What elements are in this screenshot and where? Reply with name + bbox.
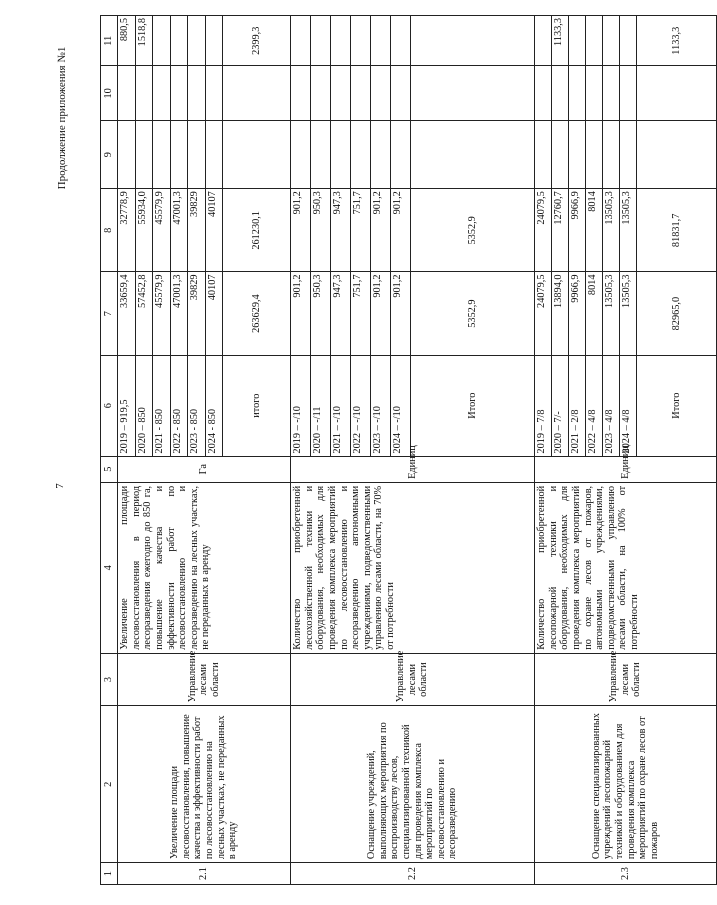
funding-total: 13505,3 — [603, 272, 620, 355]
funding-col8: 32778,9 — [118, 189, 136, 272]
measure-name: Оснащение специализированных учреждений лесопожарной техникой и оборудованием для проведения комплекса мероприятий по охране лесов от пожаров — [535, 706, 717, 863]
program-table — [100, 15, 717, 885]
year-value: 2024 – -/10 — [391, 355, 411, 456]
funding-col8: 901,2 — [391, 189, 411, 272]
responsible-executor: Управление лесами области — [291, 653, 535, 706]
funding-col11 — [620, 16, 637, 66]
funding-col10 — [371, 66, 391, 121]
total-col10 — [637, 66, 717, 121]
funding-total: 39829 — [188, 272, 206, 355]
funding-col11: 1133,3 — [552, 16, 569, 66]
funding-total: 9966,9 — [569, 272, 586, 355]
year-value: 2019 – 7/8 — [535, 355, 552, 456]
total-col9 — [411, 121, 535, 189]
funding-col9 — [311, 121, 331, 189]
funding-col10 — [351, 66, 371, 121]
year-value: 2024 - 850 — [205, 355, 223, 456]
table-row — [535, 16, 552, 885]
total-label: Итого — [411, 355, 535, 456]
row-number: 2.3 — [535, 863, 717, 885]
funding-col9 — [620, 121, 637, 189]
row-number: 2.1 — [118, 863, 291, 885]
funding-col8: 9966,9 — [569, 189, 586, 272]
funding-col8: 12760,7 — [552, 189, 569, 272]
year-value: 2022 – -/10 — [351, 355, 371, 456]
funding-col10 — [535, 66, 552, 121]
funding-col11 — [188, 16, 206, 66]
target-indicator: Количество приобретенной лесохозяйственной техники и оборудования, необходимых для проведения комплекса мероприятий по лесовосстановлению и лесоразведению автономными учреждениями, подведомственными управлению лесами области, на 70% от потребности — [291, 482, 535, 653]
funding-col11 — [311, 16, 331, 66]
funding-col10 — [603, 66, 620, 121]
funding-col11 — [170, 16, 188, 66]
year-value: 2021 – 2/8 — [569, 355, 586, 456]
measure-name: Оснащение учреждений, выполняющих мероприятия по воспроизводству лесов, специализированной техникой для проведения комплекса мероприятий по лесовосстановлению и лесоразведению — [291, 706, 535, 863]
total-col7: 82965,0 — [637, 272, 717, 355]
funding-col11 — [153, 16, 171, 66]
col-header-4: 4 — [101, 482, 118, 653]
year-value: 2020 – 7/- — [552, 355, 569, 456]
col-header-11: 11 — [101, 16, 118, 66]
header-row — [101, 16, 118, 885]
year-value: 2021 – -/10 — [331, 355, 351, 456]
funding-col10 — [291, 66, 311, 121]
total-col11 — [411, 16, 535, 66]
total-col11: 1133,3 — [637, 16, 717, 66]
total-col8: 261230,1 — [223, 189, 291, 272]
year-value: 2020 – -/11 — [311, 355, 331, 456]
funding-col8: 39829 — [188, 189, 206, 272]
table-body — [101, 16, 717, 885]
funding-total: 45579,9 — [153, 272, 171, 355]
funding-col11 — [371, 16, 391, 66]
funding-col9 — [118, 121, 136, 189]
funding-col8: 47001,3 — [170, 189, 188, 272]
col-header-10: 10 — [101, 66, 118, 121]
responsible-executor: Управление лесами области — [535, 653, 717, 706]
funding-col8: 901,2 — [371, 189, 391, 272]
target-indicator: Количество приобретенной лесопожарной техники и оборудования, необходимых для проведения комплекса мероприятий по охране лесов от пожаров, автономными учреждениями, подведомственными управлению лесами области, на 100% от потребности — [535, 482, 717, 653]
total-label: Итого — [637, 355, 717, 456]
col-header-2: 2 — [101, 706, 118, 863]
funding-col9 — [603, 121, 620, 189]
funding-col8: 55934,0 — [135, 189, 153, 272]
funding-total: 947,3 — [331, 272, 351, 355]
funding-col10 — [118, 66, 136, 121]
funding-col10 — [391, 66, 411, 121]
funding-col8: 24079,5 — [535, 189, 552, 272]
funding-col8: 947,3 — [331, 189, 351, 272]
row-number: 2.2 — [291, 863, 535, 885]
year-value: 2021 - 850 — [153, 355, 171, 456]
total-col7: 5352,9 — [411, 272, 535, 355]
rotated-table-wrapper — [100, 15, 682, 885]
unit-of-measure: Единиц — [291, 456, 535, 482]
funding-col10 — [620, 66, 637, 121]
year-value: 2023 – 4/8 — [603, 355, 620, 456]
year-value: 2019 – 919,5 — [118, 355, 136, 456]
funding-col11 — [205, 16, 223, 66]
appendix-caption: Продолжение приложения №1 — [56, 46, 68, 190]
funding-col11: 880,5 — [118, 16, 136, 66]
funding-col9 — [535, 121, 552, 189]
funding-col10 — [205, 66, 223, 121]
total-label: итого — [223, 355, 291, 456]
year-value: 2024 – 4/8 — [620, 355, 637, 456]
responsible-executor: Управление лесами области — [118, 653, 291, 706]
funding-col11 — [569, 16, 586, 66]
funding-total: 57452,8 — [135, 272, 153, 355]
funding-total: 33659,4 — [118, 272, 136, 355]
col-header-1: 1 — [101, 863, 118, 885]
funding-col11 — [291, 16, 311, 66]
total-col8: 5352,9 — [411, 189, 535, 272]
table-row — [291, 16, 311, 885]
funding-col10 — [569, 66, 586, 121]
col-header-7: 7 — [101, 272, 118, 355]
year-value: 2022 – 4/8 — [586, 355, 603, 456]
col-header-3: 3 — [101, 653, 118, 706]
col-header-8: 8 — [101, 189, 118, 272]
funding-total: 901,2 — [291, 272, 311, 355]
table-row — [118, 16, 136, 885]
total-col10 — [223, 66, 291, 121]
funding-col10 — [311, 66, 331, 121]
unit-of-measure: Единиц — [535, 456, 717, 482]
funding-col9 — [205, 121, 223, 189]
funding-col10 — [170, 66, 188, 121]
total-col11: 2399,3 — [223, 16, 291, 66]
funding-col11 — [391, 16, 411, 66]
funding-col11 — [351, 16, 371, 66]
funding-col9 — [351, 121, 371, 189]
total-col7: 263629,4 — [223, 272, 291, 355]
funding-col10 — [135, 66, 153, 121]
funding-col8: 40107 — [205, 189, 223, 272]
funding-col9 — [371, 121, 391, 189]
total-col9 — [637, 121, 717, 189]
funding-col9 — [552, 121, 569, 189]
funding-col8: 45579,9 — [153, 189, 171, 272]
year-value: 2023 – -/10 — [371, 355, 391, 456]
year-value: 2022 - 850 — [170, 355, 188, 456]
funding-total: 751,7 — [351, 272, 371, 355]
funding-col9 — [569, 121, 586, 189]
funding-col9 — [170, 121, 188, 189]
funding-total: 950,3 — [311, 272, 331, 355]
target-indicator: Увеличение площади лесовосстановления в период лесоразведения ежегодно до 850 га, повышение качества и эффективности работ по лесовосстановлению и лесоразведению на лесных участках, не переданных в аренду — [118, 482, 291, 653]
year-value: 2023 - 850 — [188, 355, 206, 456]
funding-col8: 751,7 — [351, 189, 371, 272]
funding-col9 — [391, 121, 411, 189]
year-value: 2020 – 850 — [135, 355, 153, 456]
funding-col8: 13505,3 — [603, 189, 620, 272]
funding-total: 901,2 — [391, 272, 411, 355]
col-header-5: 5 — [101, 456, 118, 482]
funding-col11 — [331, 16, 351, 66]
measure-name: Увеличение площади лесовосстановления, повышение качества и эффективности работ по лесовосстановлению на лесных участках, не переданных в аренду — [118, 706, 291, 863]
funding-total: 13894,0 — [552, 272, 569, 355]
funding-total: 13505,3 — [620, 272, 637, 355]
unit-of-measure: Га — [118, 456, 291, 482]
funding-col11 — [603, 16, 620, 66]
page-number: 7 — [54, 483, 66, 489]
funding-col9 — [153, 121, 171, 189]
funding-col9 — [291, 121, 311, 189]
funding-col9 — [331, 121, 351, 189]
funding-col9 — [586, 121, 603, 189]
funding-col10 — [552, 66, 569, 121]
funding-col11: 1518,8 — [135, 16, 153, 66]
total-col8: 81831,7 — [637, 189, 717, 272]
funding-col9 — [188, 121, 206, 189]
funding-col8: 950,3 — [311, 189, 331, 272]
funding-col10 — [153, 66, 171, 121]
total-col10 — [411, 66, 535, 121]
col-header-9: 9 — [101, 121, 118, 189]
year-value: 2019 – -/10 — [291, 355, 311, 456]
funding-col9 — [135, 121, 153, 189]
funding-col11 — [586, 16, 603, 66]
funding-col10 — [331, 66, 351, 121]
funding-col10 — [586, 66, 603, 121]
funding-col8: 8014 — [586, 189, 603, 272]
funding-total: 8014 — [586, 272, 603, 355]
funding-col10 — [188, 66, 206, 121]
funding-total: 24079,5 — [535, 272, 552, 355]
funding-col8: 901,2 — [291, 189, 311, 272]
funding-total: 901,2 — [371, 272, 391, 355]
funding-col8: 13505,3 — [620, 189, 637, 272]
funding-total: 40107 — [205, 272, 223, 355]
funding-total: 47001,3 — [170, 272, 188, 355]
col-header-6: 6 — [101, 355, 118, 456]
funding-col11 — [535, 16, 552, 66]
total-col9 — [223, 121, 291, 189]
